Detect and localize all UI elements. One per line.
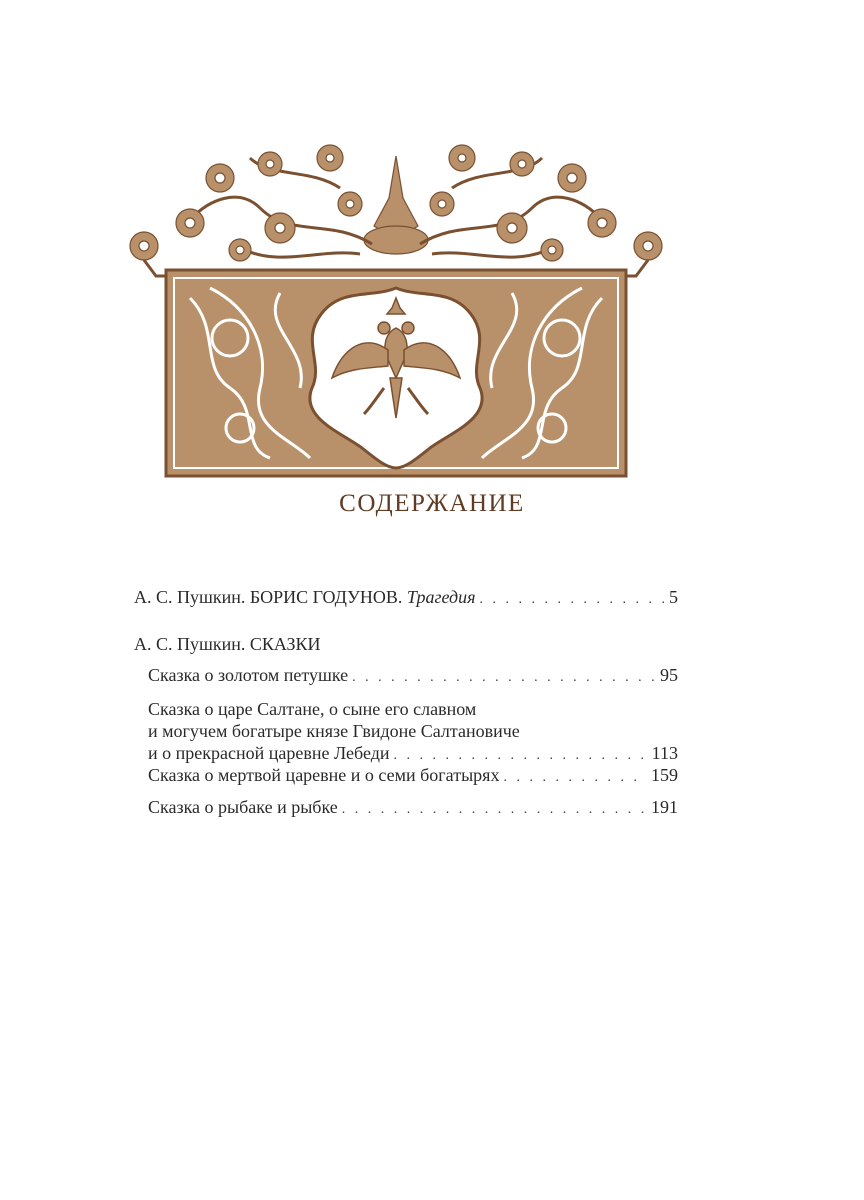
entry-page-number: 5	[669, 587, 678, 607]
toc-entry-rybak-i-rybka[interactable]	[148, 796, 678, 821]
entry-author: А. С. Пушкин.	[134, 587, 250, 607]
section-title: СКАЗКИ	[249, 634, 321, 654]
section-author: А. С. Пушкин.	[134, 634, 250, 654]
dot-leader	[352, 667, 656, 689]
entry-genre: Трагедия	[406, 587, 476, 607]
toc-entry-tsar-saltan[interactable]	[148, 698, 678, 767]
entry-page-number: 113	[651, 743, 678, 763]
entry-title-line-3: и о прекрасной царевне Лебеди	[148, 743, 390, 763]
entry-page-number: 159	[651, 765, 678, 785]
entry-title: Сказка о рыбаке и рыбке	[148, 797, 338, 817]
toc-entry-zolotoy-petushok[interactable]	[148, 664, 678, 689]
toc-section-heading	[134, 634, 320, 655]
toc-title: СОДЕРЖАНИЕ	[339, 490, 525, 517]
ornamental-panel	[166, 270, 626, 476]
entry-title: Сказка о мертвой царевне и о семи богатырях	[148, 765, 500, 785]
entry-title: Сказка о золотом петушке	[148, 665, 349, 685]
entry-page-number: 191	[651, 797, 678, 817]
entry-title-line-1: Сказка о царе Салтане, о сыне его славном	[148, 699, 477, 719]
toc-entry-boris-godunov[interactable]	[134, 586, 678, 611]
toc-entry-mertvaya-tsarevna[interactable]	[148, 764, 678, 789]
dot-leader	[480, 589, 665, 611]
ornamental-headpiece-icon	[120, 128, 672, 480]
entry-title-line-2: и могучем богатыре князе Гвидоне Салтановиче	[148, 721, 520, 741]
entry-page-number: 95	[660, 665, 678, 685]
entry-label	[134, 586, 476, 608]
dot-leader	[342, 799, 647, 821]
entry-work-title: БОРИС ГОДУНОВ.	[249, 587, 407, 607]
floral-crest	[130, 145, 662, 276]
dot-leader	[503, 767, 647, 789]
